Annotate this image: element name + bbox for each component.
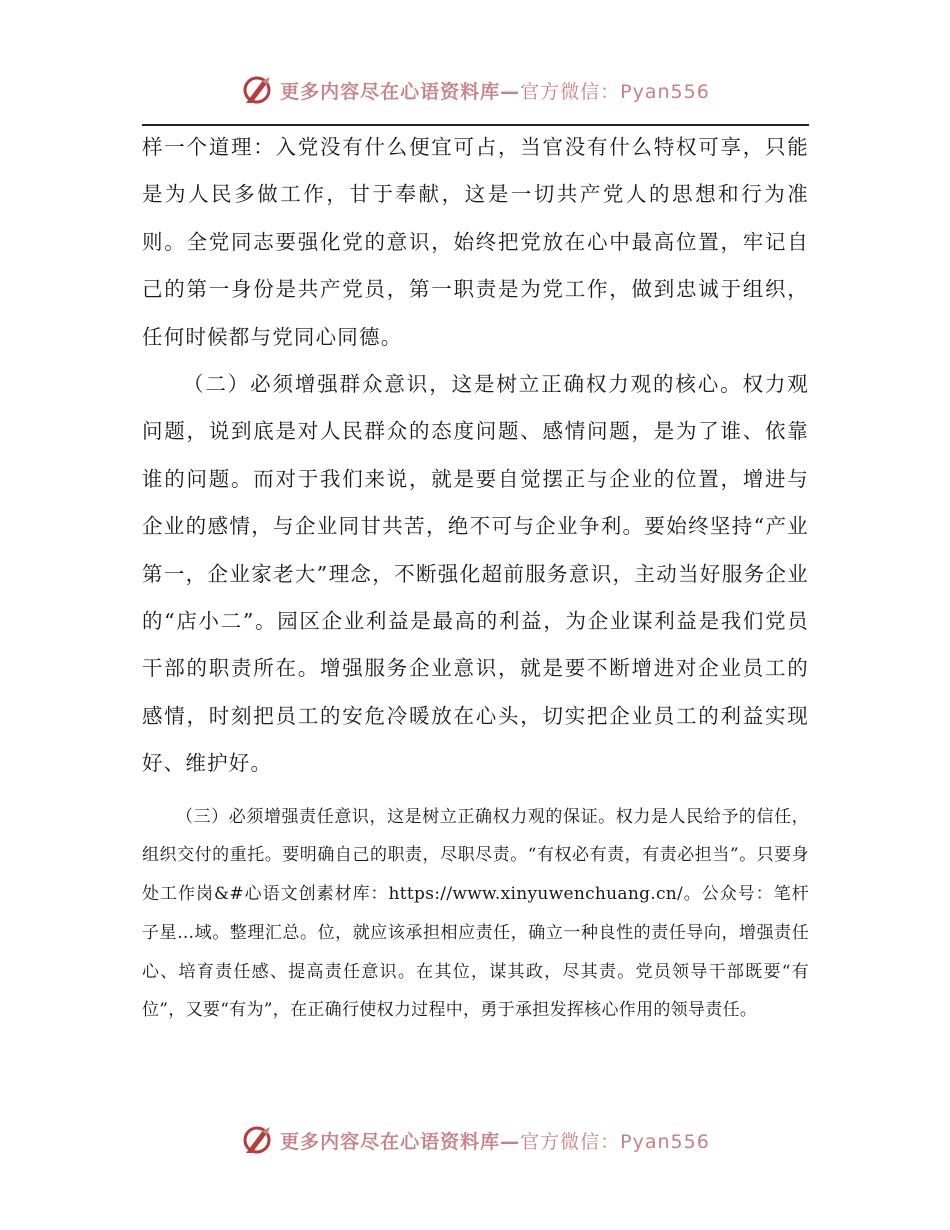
footer-banner-main: 更多内容尽在心语资料库 [280,1130,501,1153]
footer-banner-text [280,1127,710,1154]
header-banner [0,70,950,110]
header-banner-main: 更多内容尽在心语资料库 [280,80,501,103]
footer-banner-dash: — [500,1130,521,1153]
header-banner-text [280,77,710,104]
quill-pen-logo-icon [240,1123,274,1157]
header-banner-contact: 官方微信：Pyan556 [520,80,710,103]
quill-pen-logo-icon [240,73,274,107]
document-body [142,124,809,1030]
paragraph-3: （三）必须增强责任意识，这是树立正确权力观的保证。权力是人民给予的信任，组织交付的重托。要明确自己的职责，尽职尽责。“有权必有责，有责必担当”。只要身处工作岗&#心语文创素材库：https://www.xinyuwenchuang.cn/。公众号：笔杆子星…域。整理汇总。位，就应该承担相应责任，确立一种良性的责任导向，增强责任心、培育责任感、提高责任意识。在其位，谋其政，尽其责。党员领导干部既要“有位”，又要“有为”，在正确行使权力过程中，勇于承担发挥核心作用的领导责任。 [142,806,809,1021]
header-banner-dash: — [500,80,521,103]
footer-banner [0,1120,950,1160]
paragraph-2: （二）必须增强群众意识，这是树立正确权力观的核心。权力观问题，说到底是对人民群众的态度问题、感情问题，是为了谁、依靠谁的问题。而对于我们来说，就是要自觉摆正与企业的位置，增进与企业的感情，与企业同甘共苦，绝不可与企业争利。要始终坚持“产业第一，企业家老大”理念，不断强化超前服务意识，主动当好服务企业的“店小二”。园区企业利益是最高的利益，为企业谋利益是我们党员干部的职责所在。增强服务企业意识，就是要不断增进对企业员工的感情，时刻把员工的安危冷暖放在心头，切实把企业员工的利益实现好、维护好。 [142,372,809,776]
paragraph-1: 样一个道理：入党没有什么便宜可占，当官没有什么特权可享，只能是为人民多做工作，甘于奉献，这是一切共产党人的思想和行为准则。全党同志要强化党的意识，始终把党放在心中最高位置，牢记自己的第一身份是共产党员，第一职责是为党工作，做到忠诚于组织，任何时候都与党同心同德。 [142,135,809,349]
footer-banner-contact: 官方微信：Pyan556 [520,1130,710,1153]
